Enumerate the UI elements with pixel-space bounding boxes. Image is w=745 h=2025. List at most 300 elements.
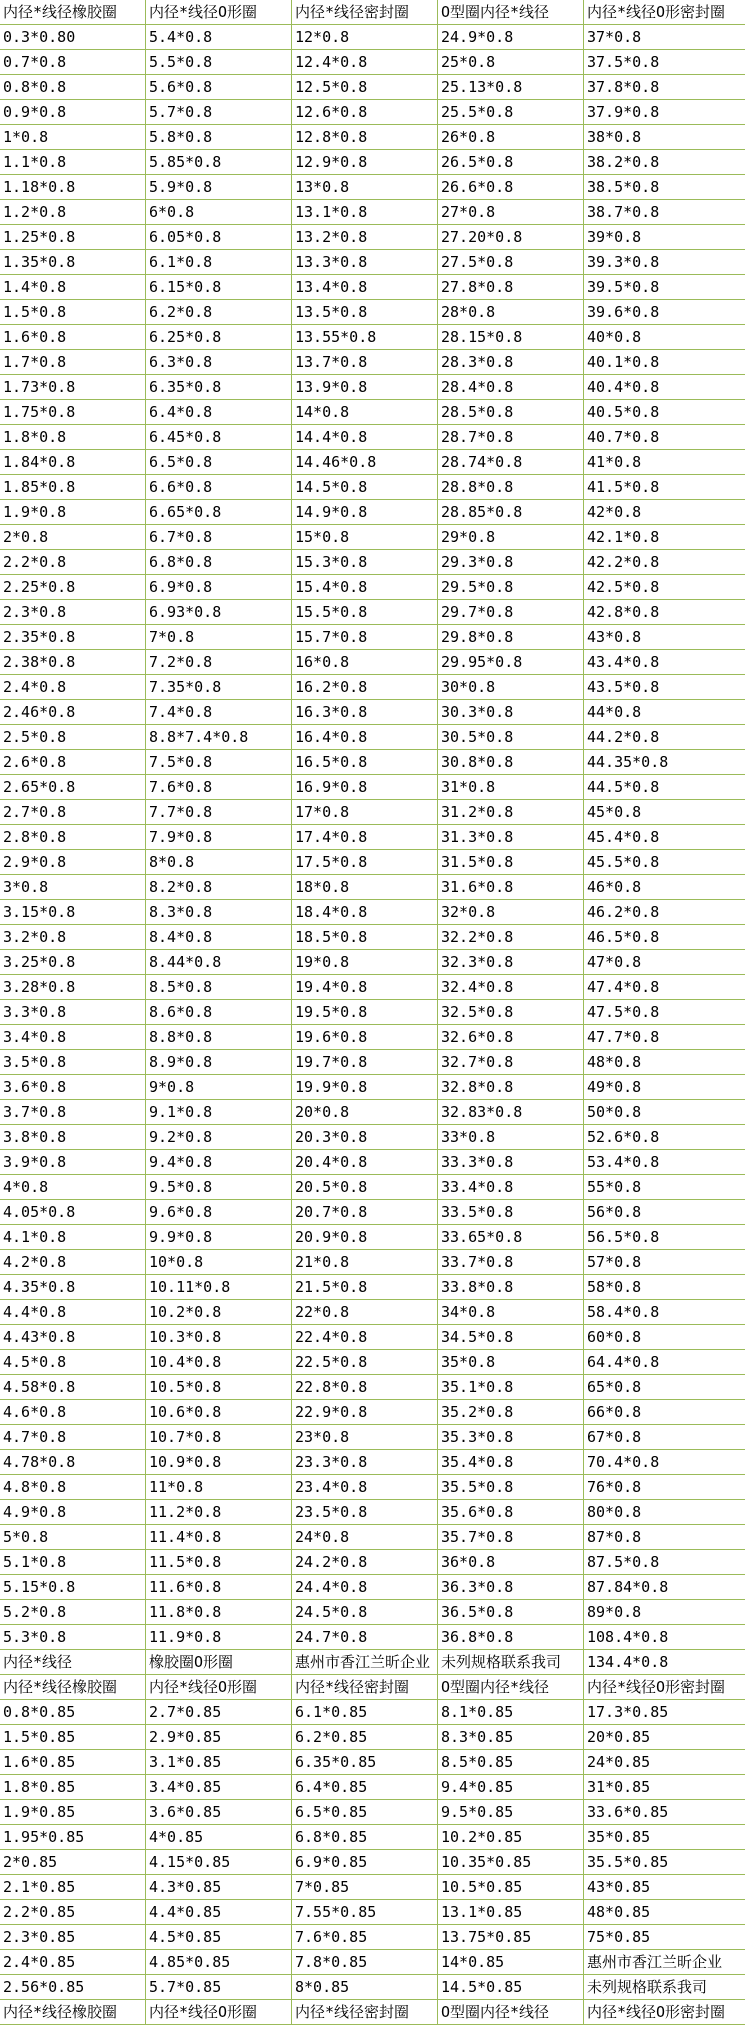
table-cell: 17.4*0.8 [292, 825, 438, 849]
table-cell: 18*0.8 [292, 875, 438, 899]
table-row [0, 300, 745, 325]
table-cell: 4.4*0.8 [0, 1300, 146, 1324]
table-cell: 10.7*0.8 [146, 1425, 292, 1449]
table-cell: 29.7*0.8 [438, 600, 584, 624]
table-cell: 33.6*0.85 [587, 1803, 669, 1821]
table-cell: 3*0.8 [0, 875, 146, 899]
table-cell: 10.2*0.85 [438, 1825, 584, 1849]
table-row [0, 1100, 745, 1125]
table-cell: 25*0.8 [438, 50, 584, 74]
table-cell: 14.5*0.8 [292, 475, 438, 499]
table-cell: 惠州市香江兰昕企业 [292, 1650, 438, 1674]
table-cell: 35.4*0.8 [438, 1450, 584, 1474]
table-row [0, 1950, 745, 1975]
table-cell: 2.3*0.8 [0, 600, 146, 624]
table-row [0, 1400, 745, 1425]
table-row [0, 700, 745, 725]
table-row [0, 0, 745, 25]
table-cell: 67*0.8 [587, 1428, 642, 1446]
table-cell: 6.4*0.85 [292, 1775, 438, 1799]
table-cell: 42.1*0.8 [587, 528, 660, 546]
table-row [0, 825, 745, 850]
table-cell: 13.4*0.8 [292, 275, 438, 299]
table-row [0, 975, 745, 1000]
table-cell: 1.9*0.8 [0, 500, 146, 524]
table-cell: 2.8*0.8 [0, 825, 146, 849]
table-cell: 35*0.8 [438, 1350, 584, 1374]
table-row [0, 1075, 745, 1100]
table-cell: 50*0.8 [587, 1103, 642, 1121]
table-cell: 19*0.8 [292, 950, 438, 974]
table-cell: 18.4*0.8 [292, 900, 438, 924]
table-row [0, 850, 745, 875]
table-cell: 28.7*0.8 [438, 425, 584, 449]
table-row [0, 1600, 745, 1625]
table-cell: 内径*线径密封圈 [292, 0, 438, 24]
table-cell: 58*0.8 [587, 1278, 642, 1296]
table-row [0, 1525, 745, 1550]
table-cell: 4.35*0.8 [0, 1275, 146, 1299]
table-cell: 80*0.8 [587, 1503, 642, 1521]
table-row [0, 600, 745, 625]
table-cell: 53.4*0.8 [587, 1153, 660, 1171]
table-cell: 39.6*0.8 [587, 303, 660, 321]
table-cell: 2*0.85 [0, 1850, 146, 1874]
table-cell: 4.3*0.85 [146, 1875, 292, 1899]
table-cell: 1*0.8 [0, 125, 146, 149]
table-cell: 内径*线径密封圈 [292, 1675, 438, 1699]
table-cell: 6.8*0.85 [292, 1825, 438, 1849]
table-cell: 3.8*0.8 [0, 1125, 146, 1149]
table-cell: 1.7*0.8 [0, 350, 146, 374]
table-row [0, 500, 745, 525]
table-cell: 2.4*0.85 [0, 1950, 146, 1974]
table-row [0, 1700, 745, 1725]
table-cell: 8.4*0.8 [146, 925, 292, 949]
table-cell: 48*0.8 [587, 1053, 642, 1071]
table-cell: 5.2*0.8 [0, 1600, 146, 1624]
table-cell: 32.3*0.8 [438, 950, 584, 974]
table-cell: 44*0.8 [587, 703, 642, 721]
table-cell: 2.7*0.8 [0, 800, 146, 824]
table-cell: 35*0.85 [587, 1828, 651, 1846]
table-cell: 55*0.8 [587, 1178, 642, 1196]
table-cell: 2.5*0.8 [0, 725, 146, 749]
table-cell: 17*0.8 [292, 800, 438, 824]
table-cell: 4.15*0.85 [146, 1850, 292, 1874]
table-cell: 3.9*0.8 [0, 1150, 146, 1174]
table-cell: 22.9*0.8 [292, 1400, 438, 1424]
table-cell: 34.5*0.8 [438, 1325, 584, 1349]
table-cell: 31.6*0.8 [438, 875, 584, 899]
table-cell: 1.5*0.8 [0, 300, 146, 324]
table-cell: 35.5*0.8 [438, 1475, 584, 1499]
table-cell: 0.9*0.8 [0, 100, 146, 124]
table-cell: 1.5*0.85 [0, 1725, 146, 1749]
table-cell: 70.4*0.8 [587, 1453, 660, 1471]
table-cell: 20.4*0.8 [292, 1150, 438, 1174]
table-cell: 1.8*0.85 [0, 1775, 146, 1799]
table-cell: 32.4*0.8 [438, 975, 584, 999]
table-cell: 75*0.85 [587, 1928, 651, 1946]
table-cell: 36.8*0.8 [438, 1625, 584, 1649]
table-cell: 33.5*0.8 [438, 1200, 584, 1224]
table-cell: 9.5*0.85 [438, 1800, 584, 1824]
table-cell: 6.8*0.8 [146, 550, 292, 574]
table-cell: 8.3*0.8 [146, 900, 292, 924]
table-cell: 内径*线径O形密封圈 [587, 1678, 726, 1696]
table-cell: 15.3*0.8 [292, 550, 438, 574]
table-cell: 40*0.8 [587, 328, 642, 346]
table-cell: 5.7*0.85 [146, 1975, 292, 1999]
table-cell: 37.9*0.8 [587, 103, 660, 121]
table-cell: 8.6*0.8 [146, 1000, 292, 1024]
table-cell: 1.75*0.8 [0, 400, 146, 424]
table-cell: 76*0.8 [587, 1478, 642, 1496]
table-cell: 13.1*0.8 [292, 200, 438, 224]
table-cell: 4.5*0.85 [146, 1925, 292, 1949]
table-cell: 2.35*0.8 [0, 625, 146, 649]
table-row [0, 775, 745, 800]
table-row [0, 1925, 745, 1950]
table-cell: 1.18*0.8 [0, 175, 146, 199]
table-cell: 40.1*0.8 [587, 353, 660, 371]
table-cell: 45*0.8 [587, 803, 642, 821]
table-cell: 20.7*0.8 [292, 1200, 438, 1224]
table-row [0, 400, 745, 425]
table-row [0, 25, 745, 50]
table-cell: 14.4*0.8 [292, 425, 438, 449]
table-cell: 10*0.8 [146, 1250, 292, 1274]
table-cell: 6*0.8 [146, 200, 292, 224]
table-cell: 7.6*0.8 [146, 775, 292, 799]
table-cell: 11.2*0.8 [146, 1500, 292, 1524]
table-row [0, 100, 745, 125]
table-row [0, 1450, 745, 1475]
table-row [0, 325, 745, 350]
table-cell: 33.3*0.8 [438, 1150, 584, 1174]
table-cell: 35.3*0.8 [438, 1425, 584, 1449]
table-cell: 1.2*0.8 [0, 200, 146, 224]
table-cell: 19.9*0.8 [292, 1075, 438, 1099]
table-cell: 6.93*0.8 [146, 600, 292, 624]
table-cell: 32.83*0.8 [438, 1100, 584, 1124]
table-cell: 43.4*0.8 [587, 653, 660, 671]
table-cell: 内径*线径橡胶圈 [0, 1675, 146, 1699]
table-row [0, 250, 745, 275]
table-cell: 47*0.8 [587, 953, 642, 971]
table-row [0, 1875, 745, 1900]
table-cell: 4.2*0.8 [0, 1250, 146, 1274]
table-cell: 37*0.8 [587, 28, 642, 46]
table-cell: 49*0.8 [587, 1078, 642, 1096]
table-cell: 38.5*0.8 [587, 178, 660, 196]
table-cell: 30.8*0.8 [438, 750, 584, 774]
table-cell: 8.1*0.85 [438, 1700, 584, 1724]
table-cell: 48*0.85 [587, 1903, 651, 1921]
table-cell: 12*0.8 [292, 25, 438, 49]
table-cell: 18.5*0.8 [292, 925, 438, 949]
table-cell: 3.6*0.85 [146, 1800, 292, 1824]
table-cell: 28.4*0.8 [438, 375, 584, 399]
table-row [0, 900, 745, 925]
table-cell: 15*0.8 [292, 525, 438, 549]
table-cell: 24*0.85 [587, 1753, 651, 1771]
table-cell: 13.3*0.8 [292, 250, 438, 274]
table-cell: 25.13*0.8 [438, 75, 584, 99]
table-row [0, 375, 745, 400]
table-row [0, 2000, 745, 2025]
table-cell: 33.7*0.8 [438, 1250, 584, 1274]
table-row [0, 550, 745, 575]
table-cell: 6.7*0.8 [146, 525, 292, 549]
table-cell: 40.5*0.8 [587, 403, 660, 421]
table-cell: 28.8*0.8 [438, 475, 584, 499]
table-cell: 17.5*0.8 [292, 850, 438, 874]
table-cell: 44.5*0.8 [587, 778, 660, 796]
table-row [0, 1250, 745, 1275]
table-cell: 内径*线径橡胶圈 [0, 0, 146, 24]
table-cell: 8.2*0.8 [146, 875, 292, 899]
table-cell: 35.2*0.8 [438, 1400, 584, 1424]
table-cell: 1.73*0.8 [0, 375, 146, 399]
table-cell: 3.3*0.8 [0, 1000, 146, 1024]
table-row [0, 1825, 745, 1850]
table-cell: 12.9*0.8 [292, 150, 438, 174]
table-cell: 8.3*0.85 [438, 1725, 584, 1749]
table-row [0, 800, 745, 825]
table-cell: 14.46*0.8 [292, 450, 438, 474]
table-cell: 32.8*0.8 [438, 1075, 584, 1099]
table-cell: 28.85*0.8 [438, 500, 584, 524]
table-cell: 未列规格联系我司 [587, 1978, 708, 1996]
table-cell: 5.4*0.8 [146, 25, 292, 49]
table-cell: 惠州市香江兰昕企业 [587, 1953, 723, 1971]
table-cell: 24.9*0.8 [438, 25, 584, 49]
table-row [0, 750, 745, 775]
table-cell: 13.1*0.85 [438, 1900, 584, 1924]
table-row [0, 1350, 745, 1375]
table-cell: 20*0.8 [292, 1100, 438, 1124]
table-cell: 6.65*0.8 [146, 500, 292, 524]
table-row [0, 1900, 745, 1925]
table-row [0, 1475, 745, 1500]
table-cell: 6.9*0.8 [146, 575, 292, 599]
table-row [0, 875, 745, 900]
table-cell: 1.35*0.8 [0, 250, 146, 274]
table-row [0, 1500, 745, 1525]
table-row [0, 525, 745, 550]
table-cell: 3.5*0.8 [0, 1050, 146, 1074]
table-cell: 37.8*0.8 [587, 78, 660, 96]
table-cell: 24.5*0.8 [292, 1600, 438, 1624]
table-row [0, 1225, 745, 1250]
table-cell: 46*0.8 [587, 878, 642, 896]
table-cell: 40.4*0.8 [587, 378, 660, 396]
table-cell: 9.9*0.8 [146, 1225, 292, 1249]
table-row [0, 125, 745, 150]
table-cell: 24.2*0.8 [292, 1550, 438, 1574]
table-cell: 0.8*0.8 [0, 75, 146, 99]
table-cell: 6.2*0.8 [146, 300, 292, 324]
table-cell: 5.7*0.8 [146, 100, 292, 124]
table-cell: 7*0.8 [146, 625, 292, 649]
table-cell: 4.05*0.8 [0, 1200, 146, 1224]
table-cell: 16.3*0.8 [292, 700, 438, 724]
table-cell: 7.6*0.85 [292, 1925, 438, 1949]
table-cell: 13.9*0.8 [292, 375, 438, 399]
table-cell: 33.8*0.8 [438, 1275, 584, 1299]
table-cell: 87.5*0.8 [587, 1553, 660, 1571]
table-cell: 13.2*0.8 [292, 225, 438, 249]
table-cell: 36.5*0.8 [438, 1600, 584, 1624]
table-cell: 32*0.8 [438, 900, 584, 924]
table-cell: 35.6*0.8 [438, 1500, 584, 1524]
table-row [0, 1625, 745, 1650]
table-cell: 56*0.8 [587, 1203, 642, 1221]
table-cell: 4.58*0.8 [0, 1375, 146, 1399]
table-row [0, 1300, 745, 1325]
table-cell: 16.5*0.8 [292, 750, 438, 774]
table-cell: 1.6*0.85 [0, 1750, 146, 1774]
table-cell: 20.5*0.8 [292, 1175, 438, 1199]
table-cell: 6.4*0.8 [146, 400, 292, 424]
table-row [0, 1650, 745, 1675]
table-cell: 47.4*0.8 [587, 978, 660, 996]
table-cell: 31*0.85 [587, 1778, 651, 1796]
table-row [0, 150, 745, 175]
table-cell: 47.5*0.8 [587, 1003, 660, 1021]
table-row [0, 475, 745, 500]
table-cell: 5*0.8 [0, 1525, 146, 1549]
table-row [0, 200, 745, 225]
table-cell: 14.9*0.8 [292, 500, 438, 524]
table-cell: 13.75*0.85 [438, 1925, 584, 1949]
table-cell: 1.25*0.8 [0, 225, 146, 249]
table-cell: 3.7*0.8 [0, 1100, 146, 1124]
table-cell: 134.4*0.8 [587, 1653, 669, 1671]
table-cell: 89*0.8 [587, 1603, 642, 1621]
table-cell: 7*0.85 [292, 1875, 438, 1899]
table-cell: 0.7*0.8 [0, 50, 146, 74]
table-cell: 35.5*0.85 [587, 1853, 669, 1871]
table-row [0, 75, 745, 100]
table-cell: 58.4*0.8 [587, 1303, 660, 1321]
table-cell: 内径*线径O形圈 [146, 2000, 292, 2024]
table-row [0, 1000, 745, 1025]
table-cell: 19.6*0.8 [292, 1025, 438, 1049]
table-cell: 41*0.8 [587, 453, 642, 471]
table-cell: 4*0.8 [0, 1175, 146, 1199]
table-cell: 6.05*0.8 [146, 225, 292, 249]
table-cell: 31.3*0.8 [438, 825, 584, 849]
table-cell: 28.3*0.8 [438, 350, 584, 374]
table-cell: 65*0.8 [587, 1378, 642, 1396]
table-row [0, 1975, 745, 2000]
table-cell: 13.5*0.8 [292, 300, 438, 324]
table-cell: 22.4*0.8 [292, 1325, 438, 1349]
table-cell: 5.3*0.8 [0, 1625, 146, 1649]
table-cell: 8.8*0.8 [146, 1025, 292, 1049]
table-cell: 22*0.8 [292, 1300, 438, 1324]
table-row [0, 1775, 745, 1800]
table-cell: 19.5*0.8 [292, 1000, 438, 1024]
table-cell: 43*0.8 [587, 628, 642, 646]
table-cell: 内径*线径O形圈 [146, 0, 292, 24]
table-cell: 60*0.8 [587, 1328, 642, 1346]
table-cell: 8.44*0.8 [146, 950, 292, 974]
table-cell: 10.35*0.85 [438, 1850, 584, 1874]
table-cell: 29.95*0.8 [438, 650, 584, 674]
table-cell: 内径*线径橡胶圈 [0, 2000, 146, 2024]
table-cell: 47.7*0.8 [587, 1028, 660, 1046]
table-cell: 5.1*0.8 [0, 1550, 146, 1574]
table-cell: 42.8*0.8 [587, 603, 660, 621]
table-cell: 56.5*0.8 [587, 1228, 660, 1246]
table-cell: 内径*线径O形密封圈 [587, 2003, 726, 2021]
table-cell: 35.7*0.8 [438, 1525, 584, 1549]
table-cell: 2.38*0.8 [0, 650, 146, 674]
table-row [0, 1325, 745, 1350]
table-cell: 3.1*0.85 [146, 1750, 292, 1774]
table-cell: 28.74*0.8 [438, 450, 584, 474]
table-cell: 0.8*0.85 [0, 1700, 146, 1724]
table-cell: 2.56*0.85 [0, 1975, 146, 1999]
table-cell: 1.95*0.85 [0, 1825, 146, 1849]
table-cell: 33.65*0.8 [438, 1225, 584, 1249]
table-row [0, 925, 745, 950]
table-cell: 38.7*0.8 [587, 203, 660, 221]
table-cell: 13.55*0.8 [292, 325, 438, 349]
table-cell: 3.4*0.85 [146, 1775, 292, 1799]
table-cell: 32.7*0.8 [438, 1050, 584, 1074]
table-row [0, 675, 745, 700]
table-row [0, 1150, 745, 1175]
table-row [0, 1675, 745, 1700]
table-cell: 2.4*0.8 [0, 675, 146, 699]
table-cell: 6.5*0.85 [292, 1800, 438, 1824]
table-cell: 27.5*0.8 [438, 250, 584, 274]
table-cell: 2.6*0.8 [0, 750, 146, 774]
table-cell: 42.2*0.8 [587, 553, 660, 571]
table-cell: 12.5*0.8 [292, 75, 438, 99]
table-cell: 66*0.8 [587, 1403, 642, 1421]
table-cell: 5.6*0.8 [146, 75, 292, 99]
table-row [0, 350, 745, 375]
table-cell: 3.6*0.8 [0, 1075, 146, 1099]
table-row [0, 1425, 745, 1450]
table-cell: 12.6*0.8 [292, 100, 438, 124]
table-cell: 6.25*0.8 [146, 325, 292, 349]
table-cell: 108.4*0.8 [587, 1628, 669, 1646]
table-cell: 2.7*0.85 [146, 1700, 292, 1724]
table-cell: 10.5*0.8 [146, 1375, 292, 1399]
table-cell: 44.2*0.8 [587, 728, 660, 746]
table-row [0, 1125, 745, 1150]
table-row [0, 950, 745, 975]
table-cell: 6.2*0.85 [292, 1725, 438, 1749]
table-row [0, 1275, 745, 1300]
table-cell: 内径*线径密封圈 [292, 2000, 438, 2024]
table-cell: 8*0.85 [292, 1975, 438, 1999]
table-cell: 2.1*0.85 [0, 1875, 146, 1899]
table-cell: 9.6*0.8 [146, 1200, 292, 1224]
table-cell: 19.7*0.8 [292, 1050, 438, 1074]
table-cell: 橡胶圈O形圈 [146, 1650, 292, 1674]
table-cell: 6.6*0.8 [146, 475, 292, 499]
table-cell: 44.35*0.8 [587, 753, 669, 771]
table-row [0, 50, 745, 75]
